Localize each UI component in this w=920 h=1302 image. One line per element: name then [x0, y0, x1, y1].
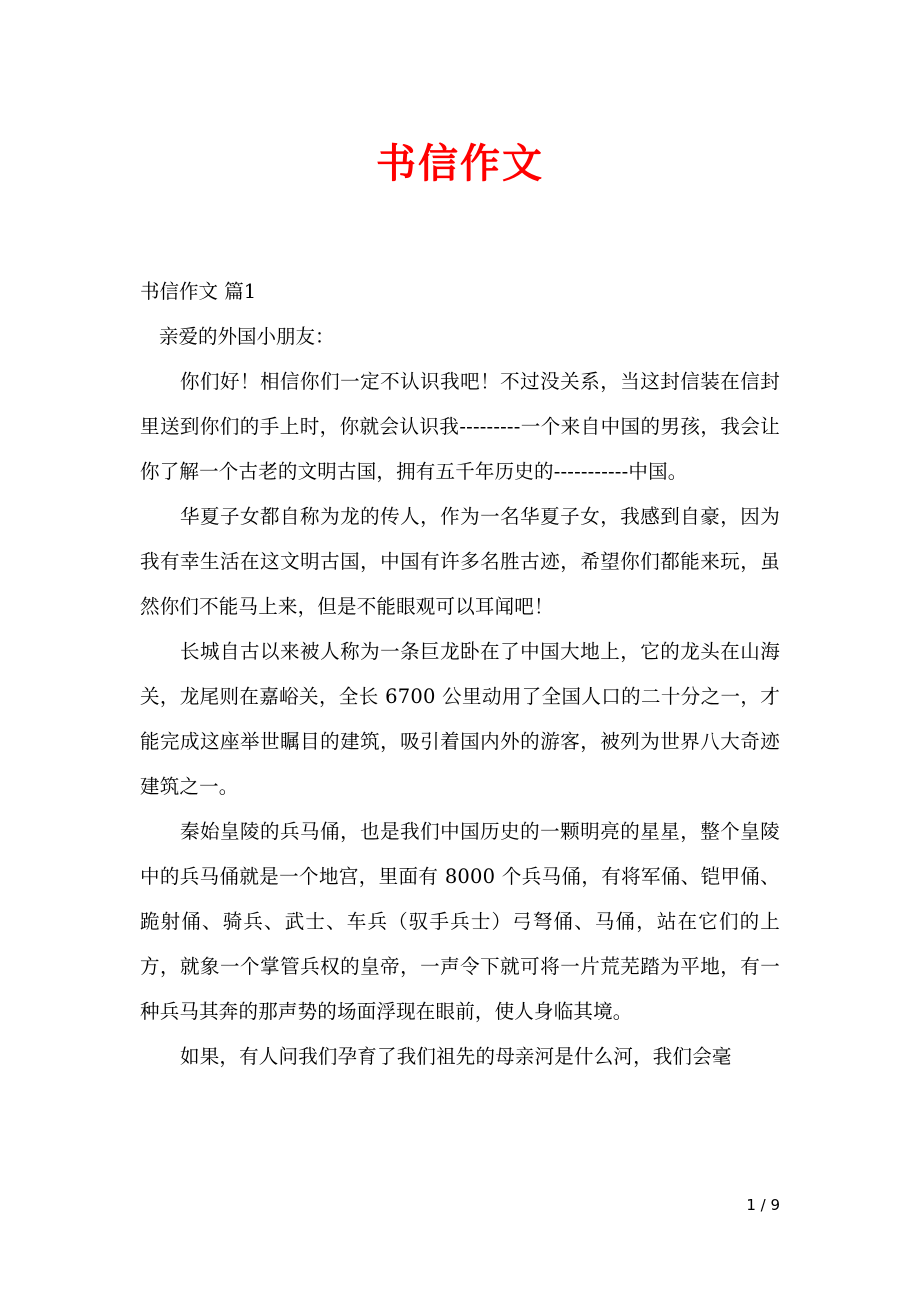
document-body [140, 269, 780, 1079]
page-number: 1 / 9 [746, 1196, 780, 1214]
salutation: 亲爱的外国小朋友： [159, 325, 335, 348]
paragraph-4: 秦始皇陵的兵马俑，也是我们中国历史的一颗明亮的星星，整个皇陵中的兵马俑就是一个地宫，里面有 8000 个兵马俑，有将军俑、铠甲俑、跪射俑、骑兵、武士、车兵（驭手兵士）弓弩俑、马俑，站在它们的上方，就象一个掌管兵权的皇帝，一声令下就可将一片荒芜踏为平地，有一种兵马其奔的那声势的场面浮现在眼前，使人身临其境。 [140, 820, 780, 1023]
paragraph-1: 你们好！相信你们一定不认识我吧！不过没关系，当这封信装在信封里送到你们的手上时，你就会认识我---------一个来自中国的男孩，我会让你了解一个古老的文明古国，拥有五千年历史的-----------中国。 [140, 370, 780, 483]
paragraph-2: 华夏子女都自称为龙的传人，作为一名华夏子女，我感到自豪，因为我有幸生活在这文明古国，中国有许多名胜古迹，希望你们都能来玩，虽然你们不能马上来，但是不能眼观可以耳闻吧！ [140, 505, 780, 618]
paragraph-5: 如果，有人问我们孕育了我们祖先的母亲河是什么河，我们会毫 [180, 1045, 732, 1068]
paragraph-3: 长城自古以来被人称为一条巨龙卧在了中国大地上，它的龙头在山海关，龙尾则在嘉峪关，全长 6700 公里动用了全国人口的二十分之一，才能完成这座举世瞩目的建筑，吸引着国内外的游客，被列为世界八大奇迹建筑之一。 [140, 640, 780, 798]
section-label: 书信作文 篇1 [140, 280, 257, 303]
page-title: 书信作文 [376, 141, 544, 187]
